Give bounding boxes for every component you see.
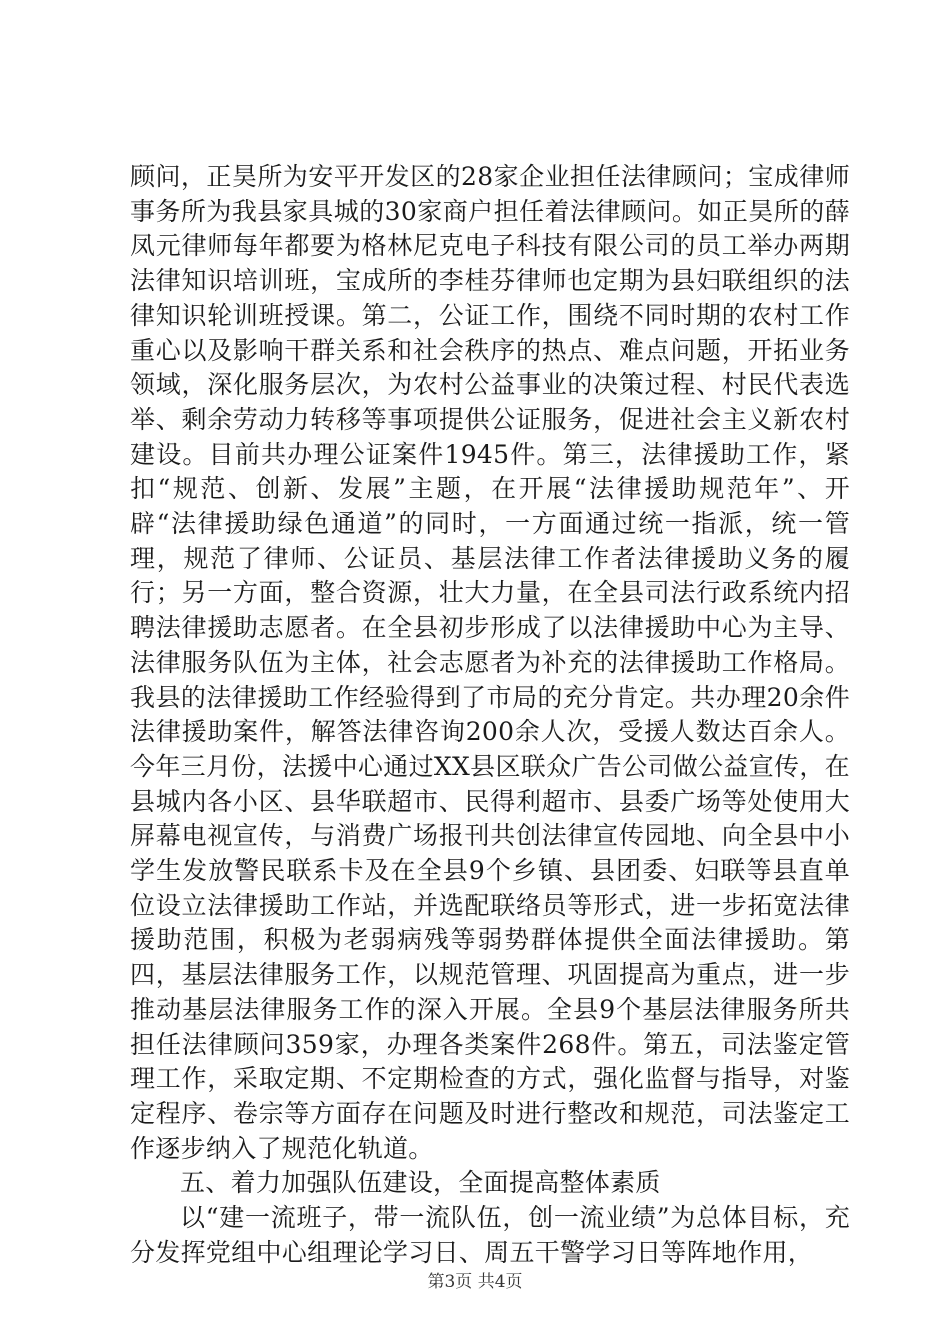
paragraph-team-building: 以“建一流班子，带一流队伍，创一流业绩”为总体目标，充分发挥党组中心组理论学习日、周五干警学习日等阵地作用， [130,1203,850,1267]
page-footer: 第3页 共4页 [427,1272,523,1292]
paragraph-legal-services: 顾问，正昊所为安平开发区的28家企业担任法律顾问；宝成律师事务所为我县家具城的30家商户担任着法律顾问。如正昊所的薛凤元律师每年都要为格林尼克电子科技有限公司的员工举办两期法律知识培训班，宝成所的李桂芬律师也定期为县妇联组织的法律知识轮训班授课。第二，公证工作，围绕不同时期的农村工作重心以及影响干群关系和社会秩序的热点、难点问题，开拓业务领域，深化服务层次，为农村公益事业的决策过程、村民代表选举、剩余劳动力转移等事项提供公证服务，促进社会主义新农村建设。目前共办理公证案件1945件。第三，法律援助工作，紧扣“规范、创新、发展”主题，在开展“法律援助规范年”、开辟“法律援助绿色通道”的同时，一方面通过统一指派，统一管理，规范了律师、公证员、基层法律工作者法律援助义务的履行；另一方面，整合资源，壮大力量，在全县司法行政系统内招聘法律援助志愿者。在全县初步形成了以法律援助中心为主导、法律服务队伍为主体，社会志愿者为补充的法律援助工作格局。我县的法律援助工作经验得到了市局的充分肯定。共办理20余件法律援助案件，解答法律咨询200余人次，受援人数达百余人。今年三月份，法援中心通过XX县区联众广告公司做公益宣传，在县城内各小区、县华联超市、民得利超市、县委广场等处使用大屏幕电视宣传，与消费广场报刊共创法律宣传园地、向全县中小学生发放警民联系卡及在全县9个乡镇、县团委、妇联等县直单位设立法律援助工作站，并选配联络员等形式，进一步拓宽法律援助范围，积极为老弱病残等弱势群体提供全面法律援助。第四，基层法律服务工作，以规范管理、巩固提高为重点，进一步推动基层法律服务工作的深入开展。全县9个基层法律服务所共担任法律顾问359家，办理各类案件268件。第五，司法鉴定管理工作，采取定期、不定期检查的方式，强化监督与指导，对鉴定程序、卷宗等方面存在问题及时进行整改和规范，司法鉴定工作逐步纳入了规范化轨道。 [130,162,850,1163]
section-heading-team-building: 五、着力加强队伍建设，全面提高整体素质 [180,1168,661,1198]
body-text [130,160,850,1271]
